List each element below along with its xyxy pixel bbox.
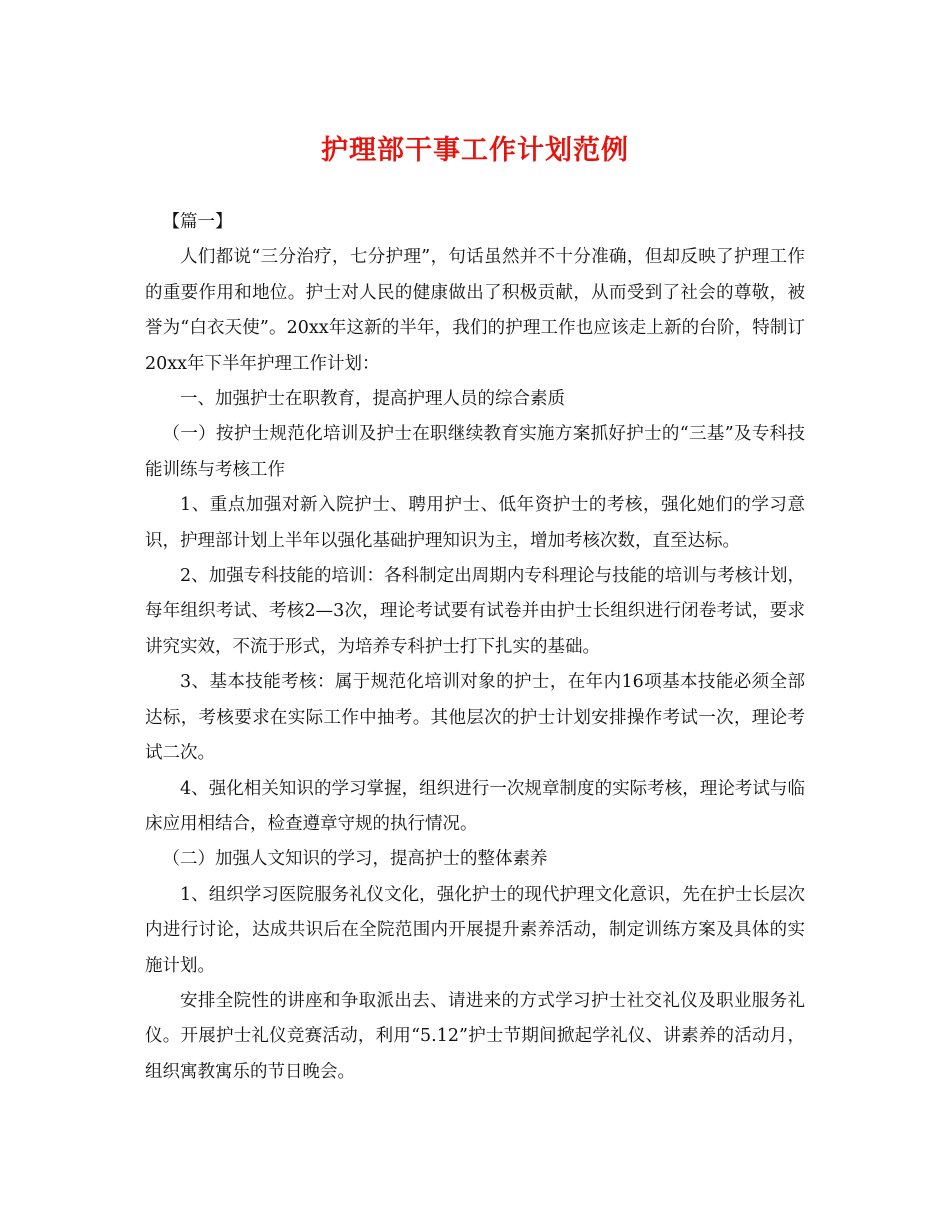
item-4: 4、强化相关知识的学习掌握，组织进行一次规章制度的实际考核，理论考试与临床应用相结合，检查遵章守规的执行情况。 bbox=[145, 778, 805, 834]
document-title: 护理部干事工作计划范例 bbox=[321, 135, 629, 166]
intro-paragraph: 人们都说“三分治疗，七分护理”，句话虽然并不十分准确，但却反映了护理工作的重要作用和地位。护士对人民的健康做出了积极贡献，从而受到了社会的尊敬，被誉为“白衣天使”。20xx年这新的半年，我们的护理工作也应该走上新的台阶，特制订20xx年下半年护理工作计划： bbox=[145, 247, 805, 374]
heading-1: 一、加强护士在职教育，提高护理人员的综合素质 bbox=[180, 389, 565, 410]
subheading-2: （二）加强人文知识的学习，提高护士的整体素养 bbox=[162, 849, 548, 870]
item-6: 安排全院性的讲座和争取派出去、请进来的方式学习护士社交礼仪及职业服务礼仪。开展护士礼仪竞赛活动，利用“5.12”护士节期间掀起学礼仪、讲素养的活动月，组织寓教寓乐的节日晚会。 bbox=[145, 990, 805, 1082]
item-2: 2、加强专科技能的培训：各科制定出周期内专科理论与技能的培训与考核计划，每年组织考试、考核2—3次，理论考试要有试卷并由护士长组织进行闭卷考试，要求讲究实效，不流于形式，为培养专科护士打下扎实的基础。 bbox=[145, 566, 805, 657]
subheading-1: （一）按护士规范化培训及护士在职继续教育实施方案抓好护士的“三基”及专科技能训练与考核工作 bbox=[145, 424, 805, 480]
item-3: 3、基本技能考核：属于规范化培训对象的护士，在年内16项基本技能必须全部达标，考核要求在实际工作中抽考。其他层次的护士计划安排操作考试一次，理论考试二次。 bbox=[145, 672, 805, 764]
section-heading-part-one: 【篇一】 bbox=[162, 212, 233, 232]
document-body bbox=[145, 205, 805, 1090]
item-5: 1、组织学习医院服务礼仪文化，强化护士的现代护理文化意识，先在护士长层次内进行讨论，达成共识后在全院范围内开展提升素养活动，制定训练方案及具体的实施计划。 bbox=[145, 884, 805, 976]
item-1: 1、重点加强对新入院护士、聘用护士、低年资护士的考核，强化她们的学习意识，护理部计划上半年以强化基础护理知识为主，增加考核次数，直至达标。 bbox=[145, 495, 805, 551]
